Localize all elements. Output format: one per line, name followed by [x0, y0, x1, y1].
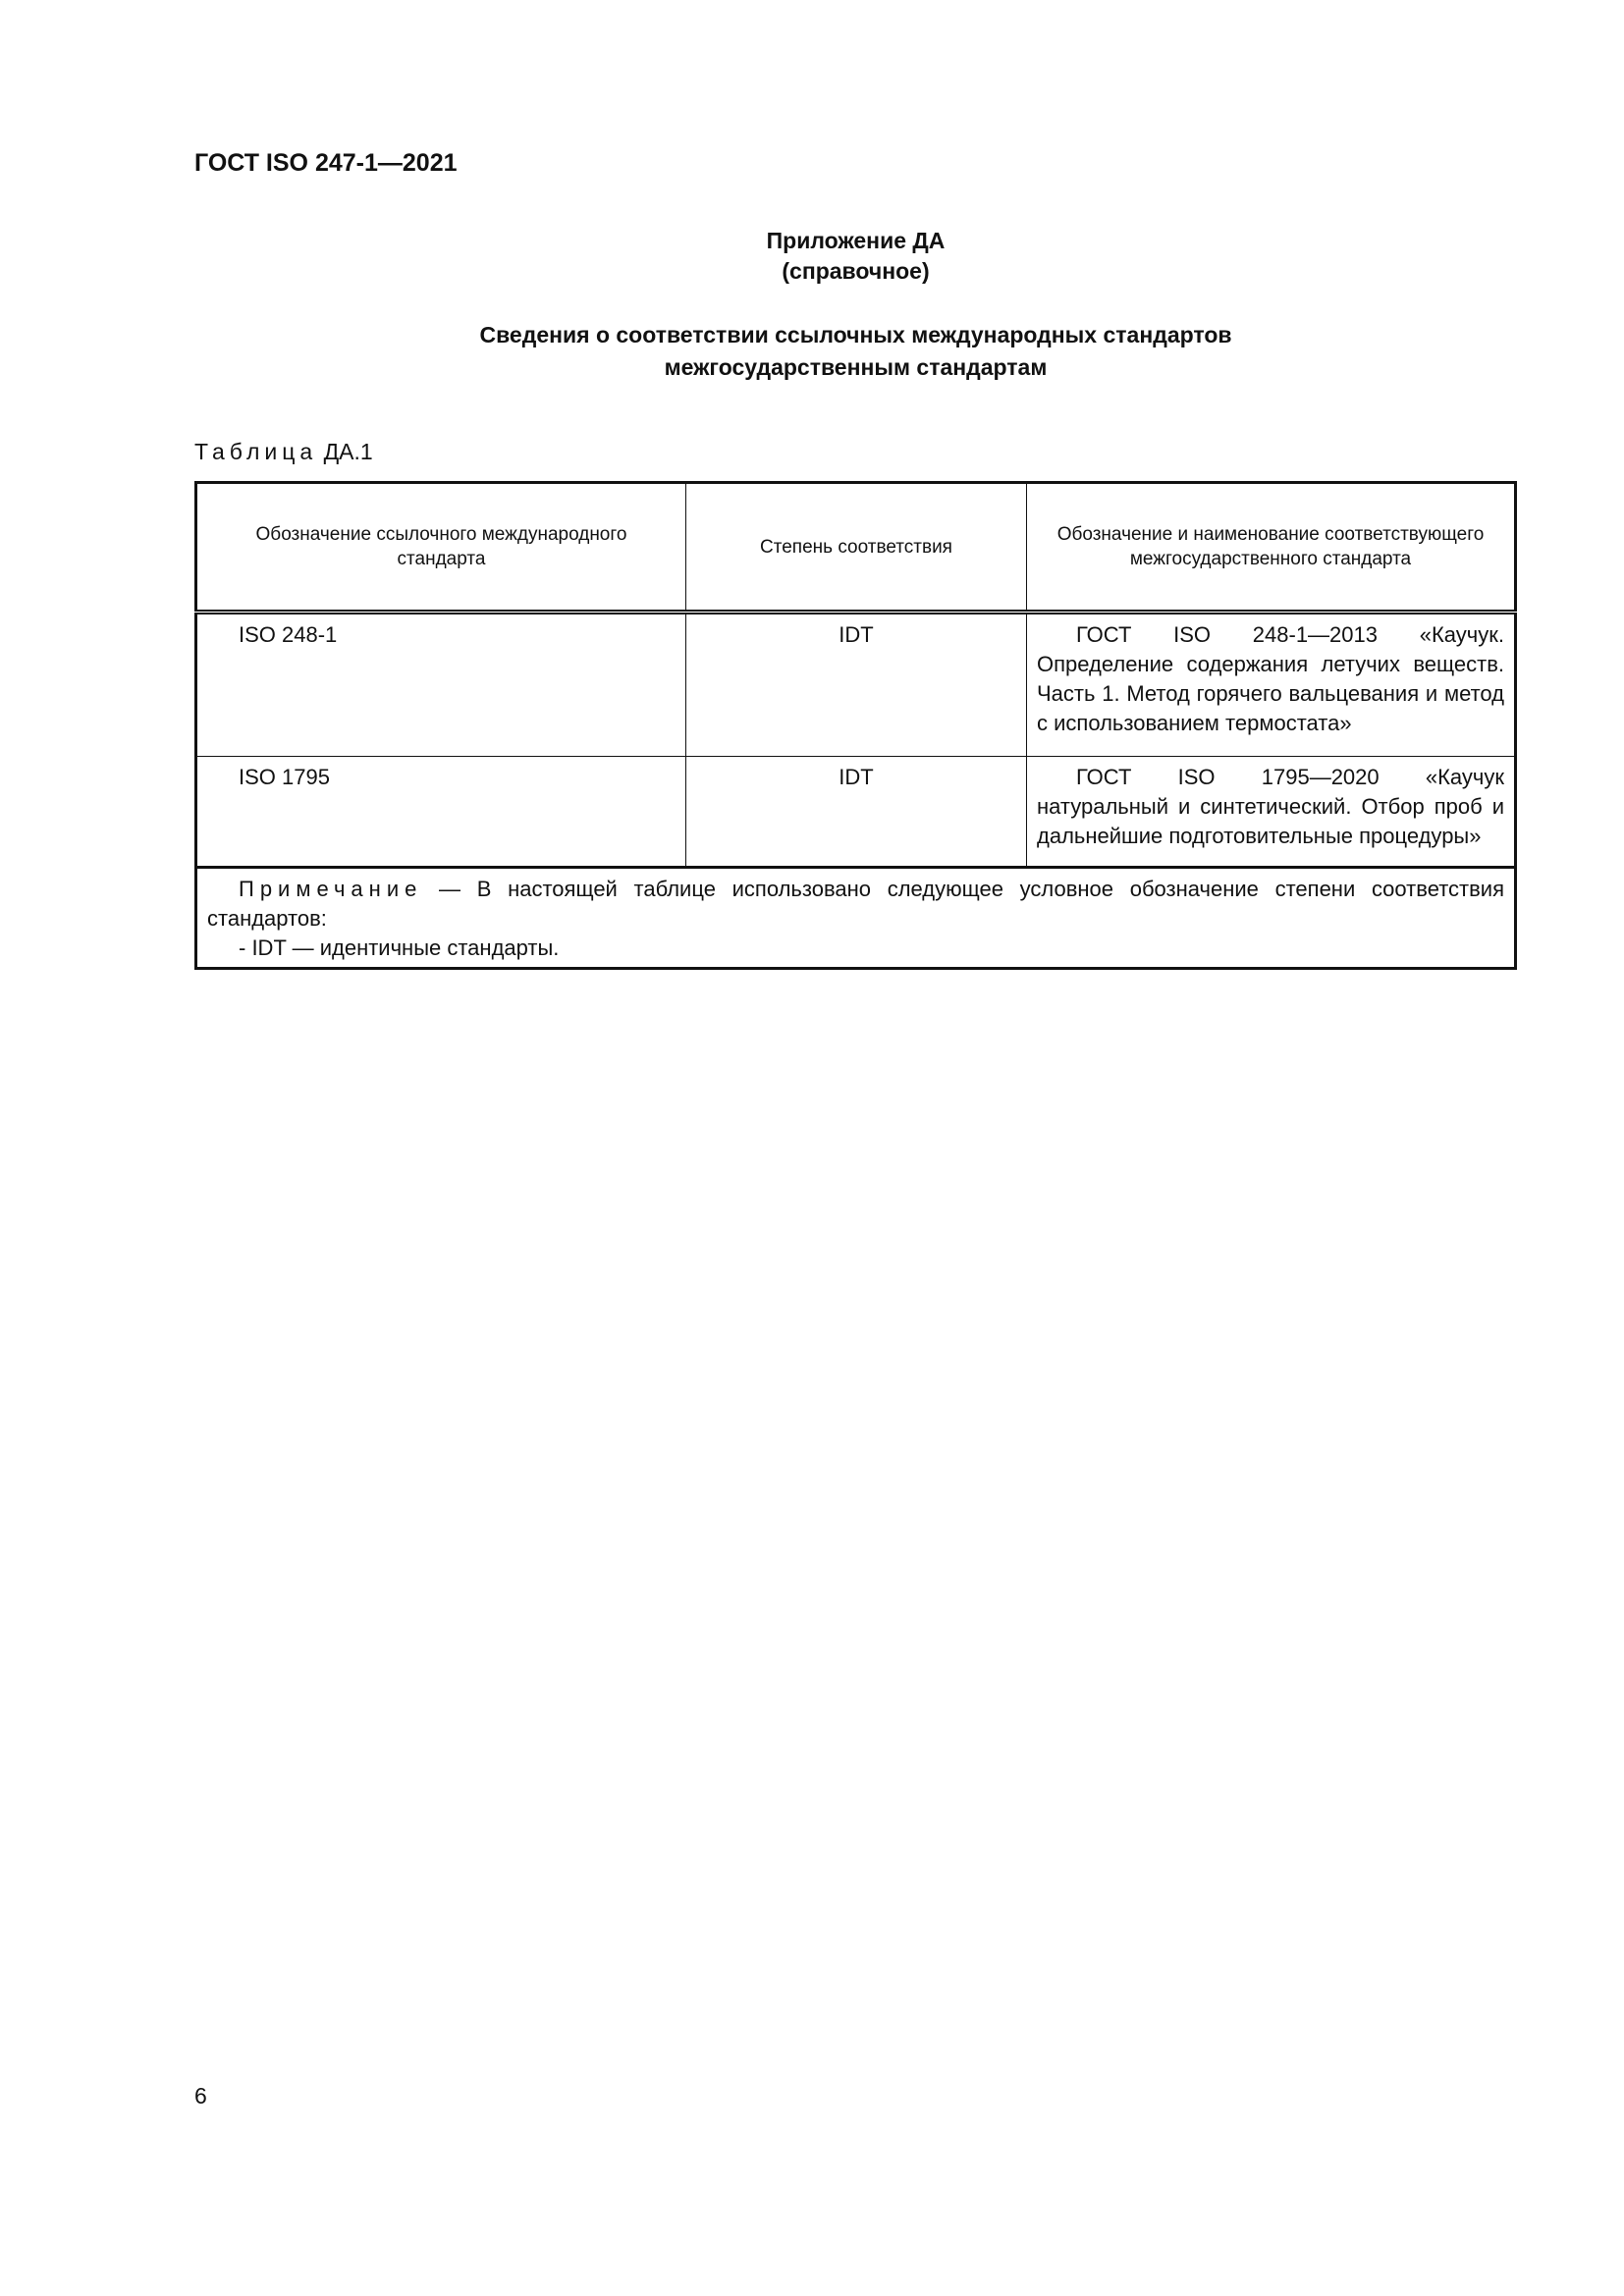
- column-header: Обозначение и наименование соответствующего межгосударственного стандарта: [1027, 483, 1516, 613]
- section-title-line1: Сведения о соответствии ссылочных международных стандартов: [479, 322, 1232, 347]
- table-note-row: [196, 868, 1516, 969]
- table-note: [196, 868, 1516, 969]
- table-header-row: [196, 483, 1516, 613]
- section-title-line2: межгосударственным стандартам: [664, 354, 1048, 380]
- table-caption: [194, 439, 373, 465]
- page-number: 6: [194, 2083, 207, 2109]
- note-text: — В настоящей таблице использовано следующее условное обозначение степени соответствия стандартов:: [207, 877, 1504, 931]
- appendix-title: Приложение ДА: [766, 228, 946, 253]
- gost-standard-cell: ГОСТ ISO 248-1—2013 «Каучук. Определение содержания летучих веществ. Часть 1. Метод горячего вальцевания и метод с использованием термостата»: [1027, 613, 1516, 757]
- table-row: [196, 613, 1516, 757]
- table-caption-word: Таблица: [194, 439, 318, 464]
- note-label: Примечание: [239, 877, 423, 901]
- note-item: - IDT — идентичные стандарты.: [239, 935, 560, 960]
- gost-standard-cell: ГОСТ ISO 1795—2020 «Каучук натуральный и синтетический. Отбор проб и дальнейшие подготовительные процедуры»: [1027, 757, 1516, 868]
- degree-cell: IDT: [686, 613, 1027, 757]
- correspondence-table: [194, 481, 1517, 970]
- appendix-type: (справочное): [782, 258, 930, 284]
- ref-standard-cell: ISO 1795: [196, 757, 686, 868]
- document-id: ГОСТ ISO 247-1—2021: [194, 149, 458, 177]
- table-row: [196, 757, 1516, 868]
- table-caption-number: ДА.1: [323, 439, 373, 464]
- degree-cell: IDT: [686, 757, 1027, 868]
- ref-standard-cell: ISO 248-1: [196, 613, 686, 757]
- column-header: Степень соответствия: [686, 483, 1027, 613]
- column-header: Обозначение ссылочного международного стандарта: [196, 483, 686, 613]
